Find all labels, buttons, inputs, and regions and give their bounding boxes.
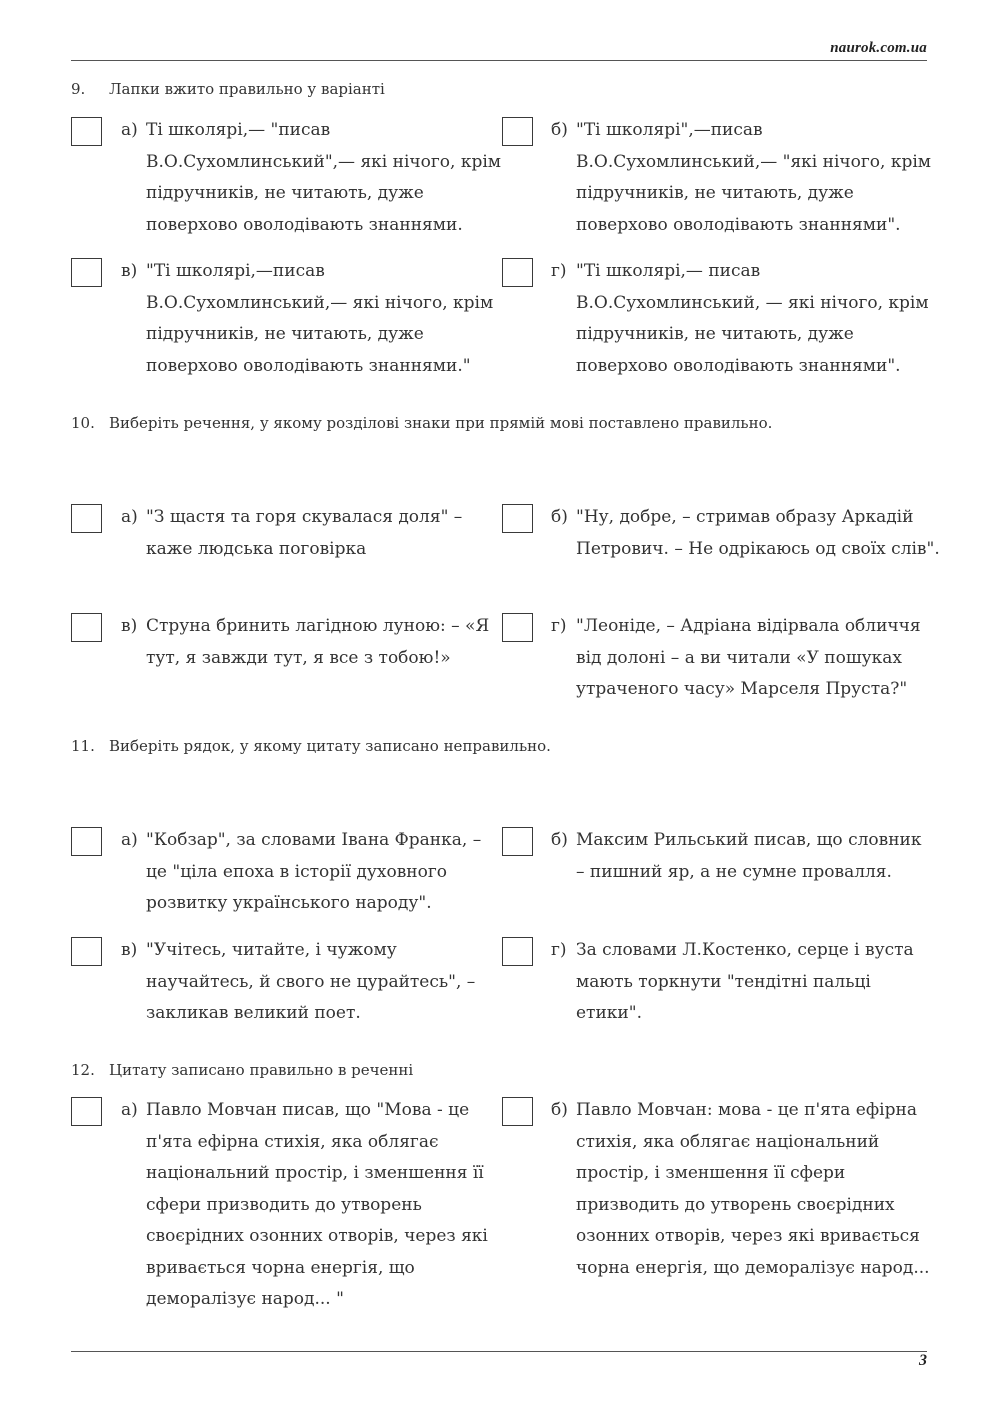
option-letter: в): [121, 616, 138, 636]
option-letter: г): [551, 261, 567, 281]
answer-checkbox-12a[interactable]: [71, 1097, 102, 1126]
option-text-10v: Струна бринить лагідною луною: – «Я тут, я завжди тут, я все з тобою!»: [146, 616, 490, 668]
answer-checkbox-12b[interactable]: [502, 1097, 533, 1126]
option-text-9g: "Ті школярі,— писав В.О.Сухомлинський, — які нічого, крім підручників, не читають, дуже поверхово оволодівають знаннями".: [576, 261, 929, 376]
option-letter: а): [121, 507, 138, 527]
option-letter: г): [551, 940, 567, 960]
option-text-9a: Ті школярі,— "писав В.О.Сухомлинський",— які нічого, крім підручників, не читають, дуже поверхово оволодівають знаннями.: [146, 120, 501, 235]
option-letter: а): [121, 830, 138, 850]
option-text-10b: "Ну, добре, – стримав образу Аркадій Петрович. – Не одрікаюсь од своїх слів".: [576, 507, 940, 559]
option-letter: а): [121, 120, 138, 140]
question-prompt: Виберіть рядок, у якому цитату записано неправильно.: [109, 737, 551, 755]
header-divider: [71, 60, 927, 61]
option-text-11g: За словами Л.Костенко, серце і вуста мають торкнути "тендітні пальці етики".: [576, 940, 914, 1023]
answer-checkbox-9g[interactable]: [502, 258, 533, 287]
site-name: naurok.com.ua: [830, 40, 927, 56]
option-letter: в): [121, 261, 138, 281]
option-letter: г): [551, 616, 567, 636]
option-text-12b: Павло Мовчан: мова - це п'ята ефірна стихія, яка облягає національний простір, і зменшення її сфери призводить до утворень своєрідних озонних отворів, через які вривається чорна енергія, що деморалізує народ...: [576, 1100, 930, 1278]
question-number: 9.: [71, 80, 86, 98]
question-number: 10.: [71, 414, 95, 432]
option-letter: в): [121, 940, 138, 960]
question-9: [71, 79, 385, 99]
answer-checkbox-9a[interactable]: [71, 117, 102, 146]
option-letter: б): [551, 830, 568, 850]
answer-checkbox-11v[interactable]: [71, 937, 102, 966]
question-prompt: Цитату записано правильно в реченні: [109, 1061, 414, 1079]
option-text-12a: Павло Мовчан писав, що "Мова - це п'ята ефірна стихія, яка облягає національний простір, і зменшення її сфери призводить до утворень своєрідних озонних отворів, через які вривається чорна енергія, що деморалізує народ... ": [146, 1100, 488, 1309]
footer-divider: [71, 1351, 927, 1352]
answer-checkbox-10v[interactable]: [71, 613, 102, 642]
option-text-11b: Максим Рильський писав, що словник – пишний яр, а не сумне провалля.: [576, 830, 922, 882]
option-text-10a: "З щастя та горя скувалася доля" – каже людська поговірка: [146, 507, 463, 559]
page-number: 3: [919, 1352, 927, 1369]
option-letter: б): [551, 1100, 568, 1120]
option-text-9b: "Ті школярі",—писав В.О.Сухомлинський,— "які нічого, крім підручників, не читають, дуже поверхово оволодівають знаннями".: [576, 120, 931, 235]
option-text-10g: "Леоніде, – Адріана відірвала обличчя від долоні – а ви читали «У пошуках утраченого часу» Марселя Пруста?": [576, 616, 921, 699]
option-letter: б): [551, 120, 568, 140]
question-number: 11.: [71, 737, 95, 755]
answer-checkbox-11b[interactable]: [502, 827, 533, 856]
option-text-11a: "Кобзар", за словами Івана Франка, – це "ціла епоха в історії духовного розвитку українського народу".: [146, 830, 482, 913]
answer-checkbox-10b[interactable]: [502, 504, 533, 533]
question-prompt: Лапки вжито правильно у варіанті: [109, 80, 385, 98]
option-text-11v: "Учітесь, читайте, і чужому научайтесь, й свого не цурайтесь", – закликав великий поет.: [146, 940, 476, 1023]
answer-checkbox-9v[interactable]: [71, 258, 102, 287]
answer-checkbox-9b[interactable]: [502, 117, 533, 146]
question-10: [71, 413, 772, 433]
answer-checkbox-11g[interactable]: [502, 937, 533, 966]
option-letter: а): [121, 1100, 138, 1120]
question-11: [71, 736, 551, 756]
option-text-9v: "Ті школярі,—писав В.О.Сухомлинський,— які нічого, крім підручників, не читають, дуже поверхово оволодівають знаннями.": [146, 261, 494, 376]
question-number: 12.: [71, 1061, 95, 1079]
option-letter: б): [551, 507, 568, 527]
answer-checkbox-11a[interactable]: [71, 827, 102, 856]
question-prompt: Виберіть речення, у якому розділові знаки при прямій мові поставлено правильно.: [109, 414, 773, 432]
answer-checkbox-10a[interactable]: [71, 504, 102, 533]
question-12: [71, 1060, 413, 1080]
answer-checkbox-10g[interactable]: [502, 613, 533, 642]
